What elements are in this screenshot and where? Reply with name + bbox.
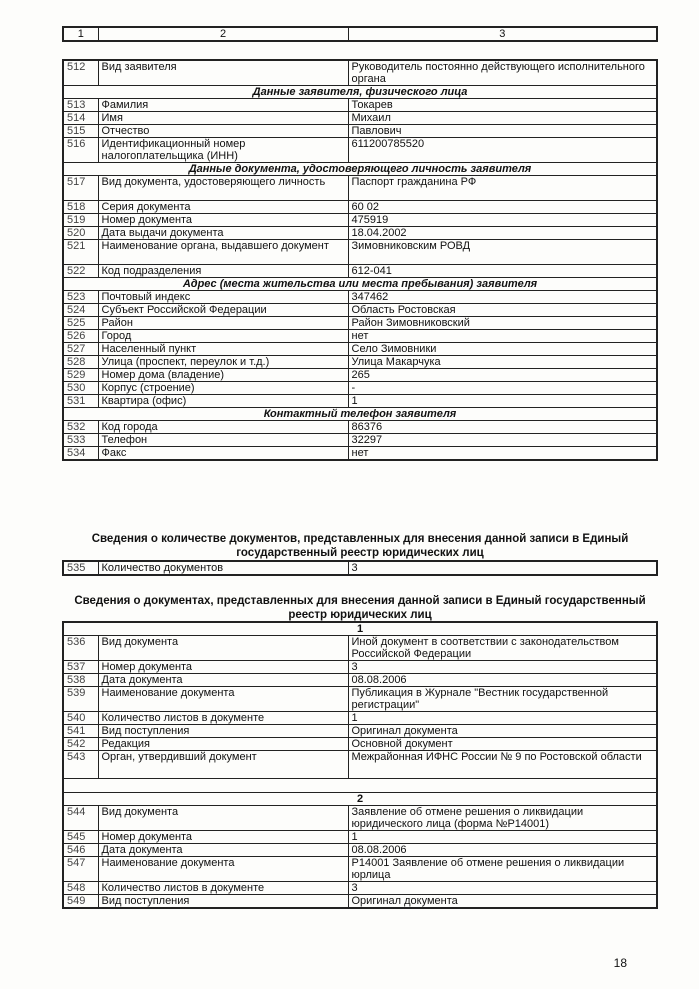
table-row: [63, 636, 657, 661]
row-number: 519: [63, 214, 98, 227]
table-row: [63, 99, 657, 112]
row-number: 546: [63, 844, 98, 857]
blank-row: [63, 779, 657, 793]
row-number: 534: [63, 447, 98, 461]
table-row: [63, 844, 657, 857]
row-number: 540: [63, 712, 98, 725]
row-value: Паспорт гражданина РФ: [348, 176, 657, 201]
row-value: Михаил: [348, 112, 657, 125]
row-number: 528: [63, 356, 98, 369]
section-title: Контактный телефон заявителя: [63, 408, 657, 421]
row-value: Оригинал документа: [348, 725, 657, 738]
row-label: Код города: [98, 421, 348, 434]
row-label: Отчество: [98, 125, 348, 138]
table-row: [63, 112, 657, 125]
row-label: Вид поступления: [98, 725, 348, 738]
row-label: Телефон: [98, 434, 348, 447]
row-value: нет: [348, 447, 657, 461]
row-number: 533: [63, 434, 98, 447]
row-label: Фамилия: [98, 99, 348, 112]
row-value: 3: [348, 661, 657, 674]
row-label: Вид документа, удостоверяющего личность: [98, 176, 348, 201]
section-header-row: [63, 622, 657, 636]
row-value: Иной документ в соответствии с законодательством Российской Федерации: [348, 636, 657, 661]
row-number: 523: [63, 291, 98, 304]
row-label: Вид документа: [98, 806, 348, 831]
row-number: 526: [63, 330, 98, 343]
table-row: [63, 240, 657, 265]
row-label: Имя: [98, 112, 348, 125]
documents-table: [62, 621, 658, 909]
table-row: [63, 561, 657, 575]
row-number: 536: [63, 636, 98, 661]
table-row: [63, 265, 657, 278]
column-header: [62, 26, 658, 42]
row-value: Межрайонная ИФНС России № 9 по Ростовской области: [348, 751, 657, 779]
row-value: нет: [348, 330, 657, 343]
row-label: Наименование органа, выдавшего документ: [98, 240, 348, 265]
row-value: Павлович: [348, 125, 657, 138]
row-number: 530: [63, 382, 98, 395]
table-row: [63, 895, 657, 909]
row-label: Наименование документа: [98, 687, 348, 712]
section-title: Адрес (места жительства или места пребывания) заявителя: [63, 278, 657, 291]
table-row: [63, 227, 657, 240]
table-row: [63, 661, 657, 674]
row-value: 612-041: [348, 265, 657, 278]
section-header-row: [63, 793, 657, 806]
row-value: 475919: [348, 214, 657, 227]
row-label: Дата документа: [98, 844, 348, 857]
row-value: 347462: [348, 291, 657, 304]
section-title: Данные документа, удостоверяющего личность заявителя: [63, 163, 657, 176]
row-value: 1: [348, 395, 657, 408]
section-header-row: [63, 278, 657, 291]
row-label: Орган, утвердивший документ: [98, 751, 348, 779]
row-value: Р14001 Заявление об отмене решения о ликвидации юрлица: [348, 857, 657, 882]
row-value: 08.08.2006: [348, 844, 657, 857]
row-number: 535: [63, 561, 98, 575]
row-label: Населенный пункт: [98, 343, 348, 356]
row-label: Количество документов: [98, 561, 348, 575]
row-number: 545: [63, 831, 98, 844]
row-label: Субъект Российской Федерации: [98, 304, 348, 317]
row-label: Наименование документа: [98, 857, 348, 882]
row-value: Зимовниковским РОВД: [348, 240, 657, 265]
row-value: Руководитель постоянно действующего исполнительного органа: [348, 60, 657, 86]
row-label: Идентификационный номер налогоплательщика (ИНН): [98, 138, 348, 163]
table-row: [63, 304, 657, 317]
row-label: Вид заявителя: [98, 60, 348, 86]
row-value: 265: [348, 369, 657, 382]
table-row: [63, 725, 657, 738]
table-row: [63, 382, 657, 395]
table-row: [63, 330, 657, 343]
row-value: 08.08.2006: [348, 674, 657, 687]
row-number: 527: [63, 343, 98, 356]
row-value: Токарев: [348, 99, 657, 112]
table-row: [63, 395, 657, 408]
row-value: 1: [348, 712, 657, 725]
blank-cell: [63, 779, 657, 793]
table-row: [63, 674, 657, 687]
row-value: 86376: [348, 421, 657, 434]
row-value: -: [348, 382, 657, 395]
row-value: 32297: [348, 434, 657, 447]
row-number: 521: [63, 240, 98, 265]
row-label: Редакция: [98, 738, 348, 751]
row-label: Почтовый индекс: [98, 291, 348, 304]
row-number: 532: [63, 421, 98, 434]
table-row: [63, 434, 657, 447]
row-number: 549: [63, 895, 98, 909]
section-title: 1: [63, 622, 657, 636]
row-label: Дата выдачи документа: [98, 227, 348, 240]
table-row: [63, 317, 657, 330]
table-row: [63, 831, 657, 844]
table-row: [63, 751, 657, 779]
row-value: Район Зимовниковский: [348, 317, 657, 330]
row-label: Номер документа: [98, 214, 348, 227]
table-row: [63, 738, 657, 751]
row-label: Вид поступления: [98, 895, 348, 909]
table-row: [63, 343, 657, 356]
row-number: 542: [63, 738, 98, 751]
row-label: Город: [98, 330, 348, 343]
section-title: Данные заявителя, физического лица: [63, 86, 657, 99]
documents-count-table: [62, 560, 658, 576]
row-number: 544: [63, 806, 98, 831]
row-number: 541: [63, 725, 98, 738]
row-number: 547: [63, 857, 98, 882]
row-value: 60 02: [348, 201, 657, 214]
table-row: [63, 369, 657, 382]
row-value: Село Зимовники: [348, 343, 657, 356]
table-row: [63, 712, 657, 725]
row-value: 1: [348, 831, 657, 844]
row-value: 3: [348, 882, 657, 895]
row-value: Улица Макарчука: [348, 356, 657, 369]
row-number: 529: [63, 369, 98, 382]
row-number: 512: [63, 60, 98, 86]
row-number: 539: [63, 687, 98, 712]
row-number: 538: [63, 674, 98, 687]
table-row: [63, 857, 657, 882]
row-value: 18.04.2002: [348, 227, 657, 240]
row-label: Код подразделения: [98, 265, 348, 278]
table-row: [63, 125, 657, 138]
row-number: 517: [63, 176, 98, 201]
section-title: 2: [63, 793, 657, 806]
row-value: 611200785520: [348, 138, 657, 163]
row-value: Область Ростовская: [348, 304, 657, 317]
row-number: 522: [63, 265, 98, 278]
table-row: [63, 356, 657, 369]
row-number: 525: [63, 317, 98, 330]
row-value: Заявление об отмене решения о ликвидации юридического лица (форма №Р14001): [348, 806, 657, 831]
page-number: 18: [613, 956, 627, 970]
row-label: Номер документа: [98, 661, 348, 674]
row-number: 520: [63, 227, 98, 240]
section-header-row: [63, 163, 657, 176]
row-value: Оригинал документа: [348, 895, 657, 909]
row-number: 515: [63, 125, 98, 138]
table-row: [63, 806, 657, 831]
applicant-table: [62, 59, 658, 461]
table-row: [63, 447, 657, 461]
row-number: 548: [63, 882, 98, 895]
row-label: Количество листов в документе: [98, 882, 348, 895]
row-label: Улица (проспект, переулок и т.д.): [98, 356, 348, 369]
table-row: [63, 201, 657, 214]
table-row: [63, 882, 657, 895]
table-row: [63, 291, 657, 304]
table-row: [63, 60, 657, 86]
row-number: 514: [63, 112, 98, 125]
row-label: Корпус (строение): [98, 382, 348, 395]
row-number: 543: [63, 751, 98, 779]
row-label: Дата документа: [98, 674, 348, 687]
documents-count-title: Сведения о количестве документов, представленных для внесения данной записи в Единый государственный реестр юридических лиц: [91, 533, 629, 559]
row-value: Основной документ: [348, 738, 657, 751]
col-3-header: 3: [348, 27, 657, 41]
row-label: Квартира (офис): [98, 395, 348, 408]
row-number: 518: [63, 201, 98, 214]
section-header-row: [63, 408, 657, 421]
row-number: 537: [63, 661, 98, 674]
row-number: 531: [63, 395, 98, 408]
row-number: 516: [63, 138, 98, 163]
row-label: Факс: [98, 447, 348, 461]
table-row: [63, 421, 657, 434]
table-row: [63, 138, 657, 163]
row-number: 524: [63, 304, 98, 317]
row-value: Публикация в Журнале "Вестник государственной регистрации": [348, 687, 657, 712]
row-label: Номер документа: [98, 831, 348, 844]
table-row: [63, 687, 657, 712]
row-label: Вид документа: [98, 636, 348, 661]
row-value: 3: [348, 561, 657, 575]
section-header-row: [63, 86, 657, 99]
row-label: Количество листов в документе: [98, 712, 348, 725]
row-number: 513: [63, 99, 98, 112]
row-label: Номер дома (владение): [98, 369, 348, 382]
table-row: [63, 214, 657, 227]
documents-list-title: Сведения о документах, представленных для внесения данной записи в Единый государственный реестр юридических лиц: [74, 595, 646, 621]
row-label: Серия документа: [98, 201, 348, 214]
table-row: [63, 176, 657, 201]
col-1-header: 1: [63, 27, 98, 41]
row-label: Район: [98, 317, 348, 330]
col-2-header: 2: [98, 27, 348, 41]
